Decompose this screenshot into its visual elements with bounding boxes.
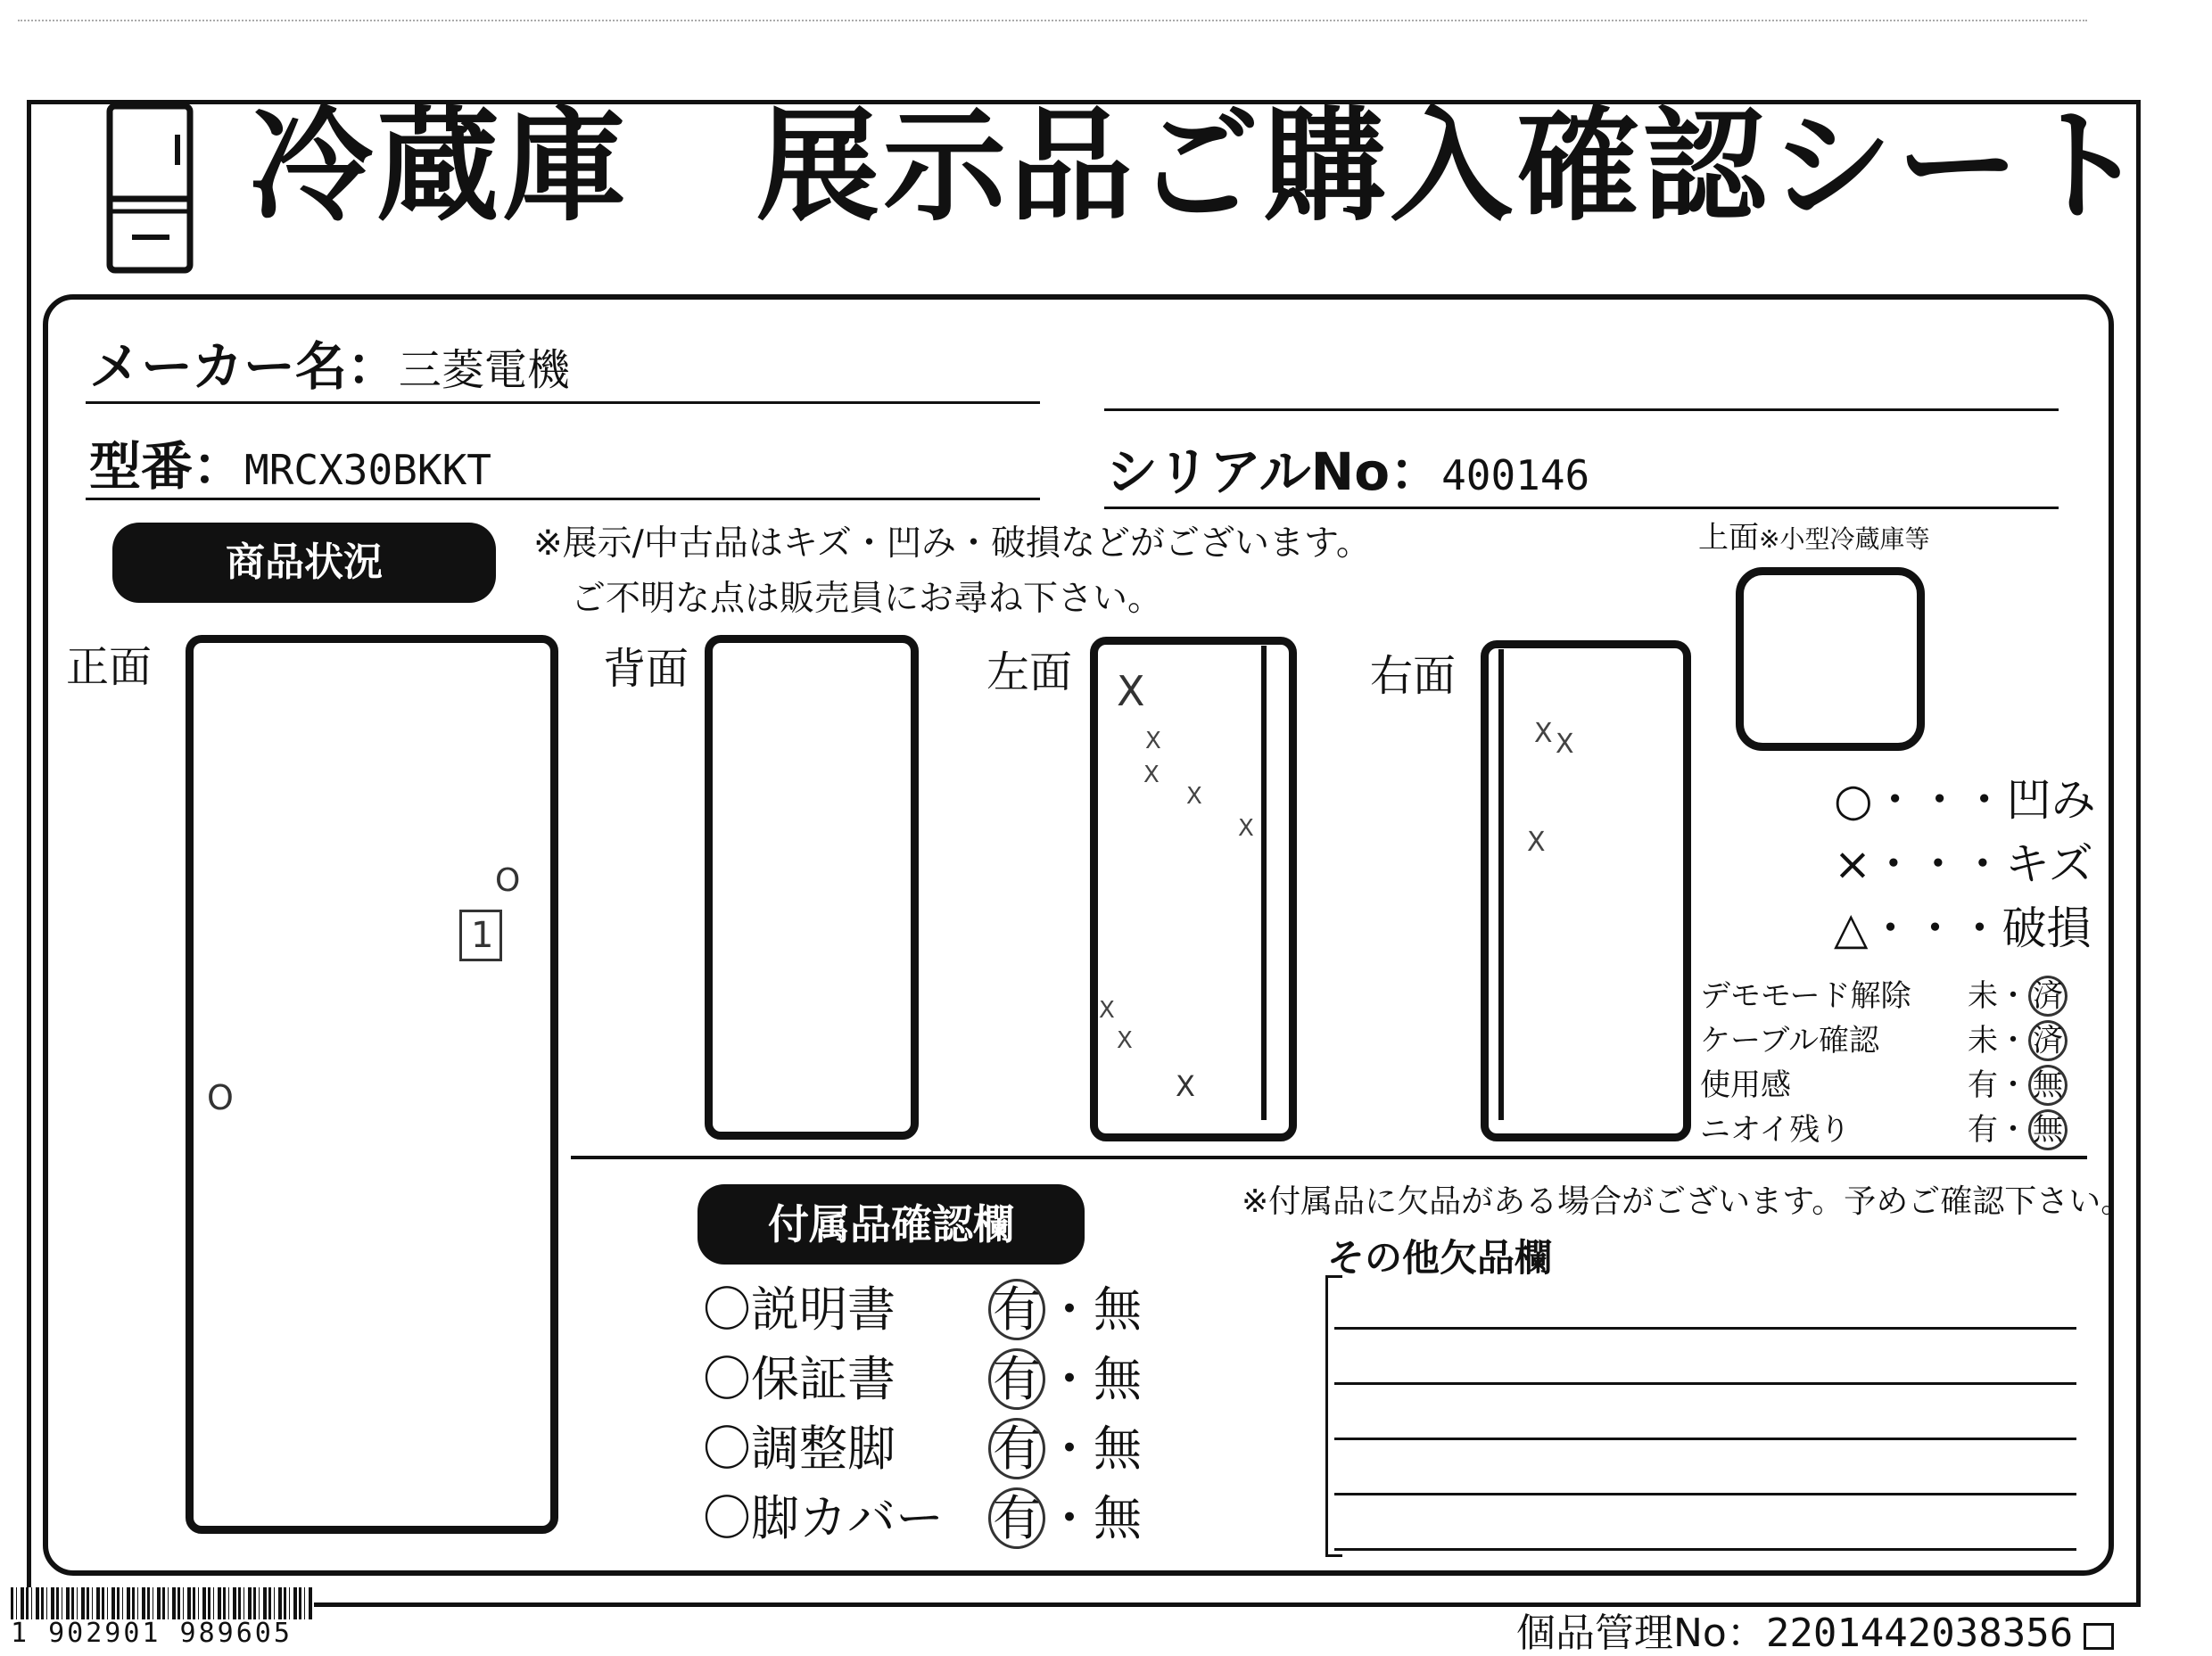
left-label: 左面 bbox=[986, 647, 1073, 697]
left-scratch-4: X bbox=[1186, 783, 1202, 810]
check-odor bbox=[1700, 1112, 2084, 1148]
model-row bbox=[89, 436, 491, 497]
check-demo-mode-label: デモモード解除 bbox=[1700, 978, 1911, 1014]
legend-dent-meaning: 凹み bbox=[2006, 774, 2096, 826]
maker-label: メーカー名： bbox=[89, 336, 399, 397]
accessory-warranty-opt-b[interactable]: 無 bbox=[1094, 1351, 1142, 1407]
item-control-value: 2201442038356 bbox=[1765, 1611, 2074, 1656]
accessory-leg-cover-opt-a[interactable]: 有 bbox=[988, 1487, 1045, 1549]
front-number: 1 bbox=[471, 915, 494, 956]
refrigerator-icon bbox=[105, 103, 194, 274]
missing-notice: ※付属品に欠品がある場合がございます。予めご確認下さい。 bbox=[1242, 1183, 2134, 1220]
accessory-adjuster-opt-b[interactable]: 無 bbox=[1094, 1421, 1142, 1477]
accessory-adjuster bbox=[703, 1421, 1167, 1477]
check-cable-opt-a[interactable]: 未 bbox=[1968, 1023, 1998, 1059]
model-label: 型番： bbox=[89, 436, 245, 497]
right-scratch-1: X bbox=[1534, 718, 1553, 749]
check-usage bbox=[1700, 1067, 2084, 1103]
notice-line-1: ※展示/中古品はキズ・凹み・破損などがございます。 bbox=[533, 523, 1371, 564]
front-number-box bbox=[459, 910, 502, 961]
right-scratch-3: X bbox=[1527, 827, 1546, 858]
other-missing-header: その他欠品欄 bbox=[1327, 1236, 1553, 1280]
scan-edge-marks bbox=[18, 20, 2087, 21]
serial-label: シリアルNo： bbox=[1106, 441, 1442, 502]
condition-header: 商品状況 bbox=[112, 523, 496, 603]
accessory-leg-cover-opt-b[interactable]: 無 bbox=[1094, 1490, 1142, 1546]
page-title: 冷蔵庫 展示品ご購入確認シート bbox=[250, 95, 2150, 238]
check-cable-opt-b[interactable]: 済 bbox=[2028, 1020, 2068, 1061]
left-scratch-1: X bbox=[1117, 667, 1145, 715]
check-cable-label: ケーブル確認 bbox=[1700, 1023, 1879, 1059]
blank-underline bbox=[1104, 408, 2059, 411]
legend-scratch-dots: ・・・ bbox=[1870, 838, 2005, 890]
front-dent-mark-2: O bbox=[207, 1078, 234, 1117]
check-demo-mode-opt-b[interactable]: 済 bbox=[2028, 976, 2068, 1017]
legend-scratch-meaning: キズ bbox=[2004, 838, 2093, 890]
check-usage-sep: ・ bbox=[1998, 1067, 2028, 1103]
accessory-adjuster-label: 〇調整脚 bbox=[703, 1421, 896, 1477]
check-odor-opt-a[interactable]: 有 bbox=[1968, 1112, 1998, 1148]
item-control-label: 個品管理No： bbox=[1516, 1611, 1766, 1656]
maker-underline bbox=[86, 401, 1040, 404]
accessory-manual-opt-a[interactable]: 有 bbox=[988, 1279, 1045, 1340]
top-label bbox=[1698, 520, 1930, 556]
checkbox-square[interactable] bbox=[2084, 1623, 2114, 1650]
check-usage-opt-a[interactable]: 有 bbox=[1968, 1067, 1998, 1103]
left-scratch-6: X bbox=[1099, 997, 1115, 1024]
right-label: 右面 bbox=[1370, 651, 1457, 701]
legend-damage-meaning: 破損 bbox=[2002, 902, 2092, 954]
top-label-text: 上面 bbox=[1698, 520, 1759, 556]
legend-damage-symbol: △ bbox=[1834, 902, 1869, 954]
legend-damage bbox=[1834, 902, 2092, 954]
check-cable-sep: ・ bbox=[1998, 1023, 2028, 1059]
other-missing-line-3[interactable] bbox=[1334, 1438, 2076, 1440]
maker-row bbox=[89, 336, 570, 397]
accessory-leg-cover-label: 〇脚カバー bbox=[703, 1490, 944, 1546]
legend-scratch-symbol: × bbox=[1834, 838, 1871, 890]
other-missing-bracket bbox=[1325, 1275, 1342, 1557]
front-panel[interactable] bbox=[186, 635, 558, 1534]
notice-line-2: ご不明な点は販売員にお尋ね下さい。 bbox=[571, 579, 1163, 619]
serial-row bbox=[1106, 441, 1590, 502]
check-usage-label: 使用感 bbox=[1700, 1067, 1791, 1103]
serial-underline bbox=[1104, 507, 2059, 509]
accessory-manual-label: 〇説明書 bbox=[703, 1281, 896, 1338]
left-scratch-5: X bbox=[1238, 815, 1254, 842]
other-missing-line-4[interactable] bbox=[1334, 1493, 2076, 1495]
front-dent-mark: O bbox=[495, 862, 521, 899]
serial-value: 400146 bbox=[1441, 451, 1590, 499]
top-panel[interactable] bbox=[1736, 567, 1925, 751]
front-label: 正面 bbox=[66, 642, 153, 692]
check-cable bbox=[1700, 1023, 2084, 1059]
right-scratch-2: X bbox=[1556, 729, 1574, 760]
model-underline bbox=[86, 498, 1040, 500]
check-demo-mode bbox=[1700, 978, 2084, 1014]
check-odor-label: ニオイ残り bbox=[1700, 1112, 1851, 1148]
check-usage-opt-b[interactable]: 無 bbox=[2028, 1065, 2068, 1106]
legend-dent-dots: ・・・ bbox=[1872, 774, 2007, 826]
back-label: 背面 bbox=[603, 644, 689, 694]
accessory-leg-cover-sep: ・ bbox=[1045, 1490, 1094, 1546]
left-scratch-7: X bbox=[1117, 1027, 1133, 1054]
accessory-warranty bbox=[703, 1351, 1167, 1407]
accessory-warranty-opt-a[interactable]: 有 bbox=[988, 1348, 1045, 1410]
item-control bbox=[1516, 1611, 2074, 1656]
accessory-manual bbox=[703, 1281, 1167, 1338]
accessory-manual-opt-b[interactable]: 無 bbox=[1094, 1281, 1142, 1338]
other-missing-line-1[interactable] bbox=[1334, 1327, 2076, 1330]
accessory-adjuster-sep: ・ bbox=[1045, 1421, 1094, 1477]
other-missing-line-2[interactable] bbox=[1334, 1382, 2076, 1385]
left-scratch-3: X bbox=[1143, 762, 1160, 788]
check-demo-mode-opt-a[interactable]: 未 bbox=[1968, 978, 1998, 1014]
legend-dent-symbol: ○ bbox=[1834, 774, 1873, 826]
barcode-number: 1 902901 989605 bbox=[11, 1618, 293, 1649]
accessory-warranty-sep: ・ bbox=[1045, 1351, 1094, 1407]
section-divider bbox=[571, 1156, 2087, 1159]
legend-damage-dots: ・・・ bbox=[1868, 902, 2002, 954]
back-panel[interactable] bbox=[705, 635, 919, 1140]
check-odor-sep: ・ bbox=[1998, 1112, 2028, 1148]
accessory-adjuster-opt-a[interactable]: 有 bbox=[988, 1418, 1045, 1479]
legend-dent bbox=[1834, 774, 2096, 826]
check-demo-mode-sep: ・ bbox=[1998, 978, 2028, 1014]
accessory-warranty-label: 〇保証書 bbox=[703, 1351, 896, 1407]
legend-scratch bbox=[1834, 838, 2093, 890]
left-panel-edge-line bbox=[1261, 646, 1267, 1120]
check-odor-opt-b[interactable]: 無 bbox=[2028, 1109, 2068, 1150]
maker-value: 三菱電機 bbox=[398, 345, 570, 395]
right-panel-edge-line bbox=[1498, 649, 1504, 1120]
accessory-leg-cover bbox=[703, 1490, 1167, 1546]
model-value: MRCX30BKKT bbox=[244, 446, 491, 494]
top-note: ※小型冷蔵庫等 bbox=[1759, 524, 1930, 554]
right-panel[interactable] bbox=[1481, 640, 1691, 1141]
accessories-header: 付属品確認欄 bbox=[697, 1184, 1085, 1265]
other-missing-line-5[interactable] bbox=[1334, 1548, 2076, 1551]
left-scratch-8: X bbox=[1176, 1069, 1195, 1103]
left-scratch-2: X bbox=[1145, 728, 1161, 754]
barcode bbox=[11, 1587, 314, 1619]
accessory-manual-sep: ・ bbox=[1045, 1281, 1094, 1338]
